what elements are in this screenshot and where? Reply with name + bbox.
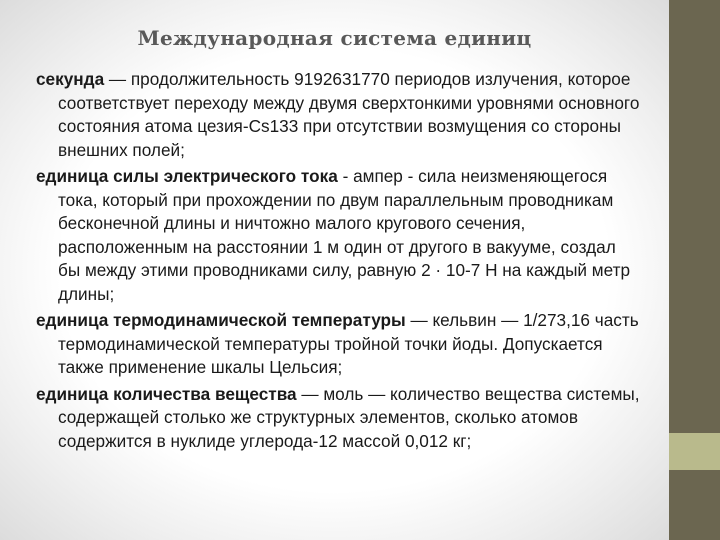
definition-text: — моль — количество вещества системы, содержащей столько же структурных элементов, сколько атомов содержится в нуклиде углерода-12 массой 0,012 кг; [58,383,640,451]
decorative-sidebar [669,0,720,540]
definition-text: — продолжительность 9192631770 периодов излучения, которое соответствует переходу между двумя сверхтонкими уровнями основного состояния атома цезия-Cs133 при отсутствии возмущения со стороны внешних полей; [58,69,640,160]
definition-term: единица силы электрического тока [36,166,338,186]
definition-second [36,68,641,162]
definition-term: единица количества вещества [36,383,297,404]
definition-kelvin [36,309,641,380]
slide-content [36,68,641,456]
slide-title: Международная система единиц [137,26,532,50]
definition-mole [36,383,641,454]
definition-ampere [36,165,641,306]
definition-term: секунда [36,69,105,89]
sidebar-block-accent [669,433,720,470]
definition-text: - ампер - сила неизменяющегося тока, который при прохождении по двум параллельным проводникам бесконечной длины и ничтожно малого кругового сечения, расположенным на расстоянии 1 м один от другого в вакууме, создал бы между этими проводниками силу, равную 2 · 10-7 Н на каждый метр длины; [58,166,631,304]
definition-term: единица термодинамической температуры [36,310,406,330]
sidebar-block-top [669,0,720,433]
definition-text: — кельвин — 1/273,16 часть термодинамической температуры тройной точки йоды. Допускается также применение шкалы Цельсия; [58,310,639,377]
sidebar-block-bottom [669,470,720,540]
